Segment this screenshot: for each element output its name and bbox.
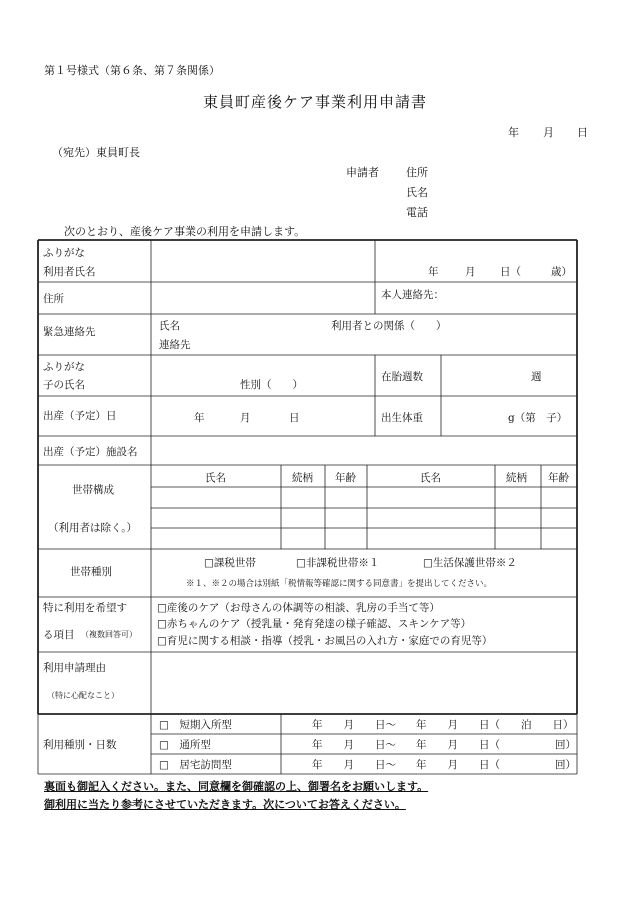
birth-weight-unit: g（第 子）	[508, 412, 568, 424]
page-title: 東員町産後ケア事業利用申請書	[202, 93, 427, 111]
intro-text: 次のとおり、産後ケア事業の利用を申請します。	[64, 225, 306, 238]
type-daycare-from: 年 月 日〜	[312, 739, 396, 751]
date-day-label: 日	[577, 126, 588, 139]
hh-age-header-2: 年齢	[548, 472, 569, 484]
user-name-field[interactable]	[155, 245, 373, 279]
facility-label: 出産（予定）施設名	[43, 446, 138, 458]
type-home-visit-unit: 回）	[555, 759, 576, 771]
birth-age-label: 歳）	[551, 266, 572, 278]
household-type-label: 世帯種別	[70, 566, 112, 578]
child-sex-label: 性別（ ）	[240, 379, 303, 391]
facility-field[interactable]	[155, 440, 573, 462]
date-year-label: 年	[508, 126, 519, 139]
type-short-stay-checkbox[interactable]: □ 短期入所型	[159, 719, 232, 731]
address-field[interactable]	[155, 286, 373, 312]
date-month-label: 月	[543, 126, 554, 139]
household-note: （利用者は除く。）	[48, 522, 138, 534]
applicant-name-label: 氏名	[406, 186, 428, 199]
birth-date-label: 出産（予定）日	[43, 410, 117, 422]
birth-year-label: 年	[428, 266, 439, 278]
self-contact-label: 本人連絡先：	[381, 289, 444, 301]
bd-month-label: 月	[240, 412, 251, 424]
emergency-name-label: 氏名	[159, 320, 180, 332]
child-furigana-label: ふりがな	[43, 361, 85, 373]
reason-label: 利用申請理由	[43, 662, 106, 674]
bd-year-label: 年	[194, 412, 205, 424]
hh-relation-header-1: 続柄	[292, 472, 313, 484]
birth-month-label: 月	[465, 266, 476, 278]
addressee: （宛先）東員町長	[52, 146, 140, 159]
household-label: 世帯構成	[72, 484, 114, 496]
reason-note: （特に心配なこと）	[47, 691, 119, 700]
form-number: 第１号様式（第６条、第７条関係）	[44, 64, 220, 77]
gestation-label: 在胎週数	[381, 371, 423, 383]
ht-taxed-checkbox[interactable]: □課税世帯	[204, 557, 256, 569]
hh-age-header-1: 年齢	[335, 472, 356, 484]
user-name-label: 利用者氏名	[43, 266, 96, 278]
ht-nontaxed-checkbox[interactable]: □非課税世帯※１	[296, 557, 380, 569]
address-label: 住所	[43, 293, 64, 305]
emergency-label: 緊急連絡先	[43, 326, 96, 338]
opt-postpartum-checkbox[interactable]: □産後のケア（お母さんの体調等の相談、乳房の手当て等）	[157, 602, 440, 614]
footer-note-1: 裏面も御記入ください。また、同意欄を御確認の上、御署名をお願いします。	[44, 780, 429, 793]
reason-field[interactable]	[155, 656, 573, 710]
applicant-label: 申請者	[346, 166, 379, 179]
bd-day-label: 日	[289, 412, 300, 424]
hh-name-header-2: 氏名	[420, 472, 441, 484]
type-daycare-to: 年 月 日（	[416, 739, 500, 751]
opt-childcare-checkbox[interactable]: □育児に関する相談・指導（授乳・お風呂の入れ方・家庭での育児等）	[157, 635, 493, 647]
footer-note-2: 御利用に当たり参考にさせていただきます。次についてお答えください。	[44, 798, 406, 811]
type-home-visit-to: 年 月 日（	[416, 759, 500, 771]
type-short-stay-from: 年 月 日〜	[312, 719, 396, 731]
applicant-address-label: 住所	[406, 166, 428, 179]
ht-welfare-checkbox[interactable]: □生活保護世帯※２	[423, 557, 517, 569]
type-short-stay-unit: 泊 日）	[521, 719, 574, 731]
desired-multi-note: （複数回答可）	[81, 630, 137, 639]
type-short-stay-to: 年 月 日（	[416, 719, 500, 731]
applicant-phone-label: 電話	[406, 206, 428, 219]
desired-label-1: 特に利用を希望す	[43, 602, 127, 614]
type-home-visit-from: 年 月 日〜	[312, 759, 396, 771]
type-daycare-unit: 回）	[555, 739, 576, 751]
desired-label-2: る項目	[43, 629, 75, 641]
type-home-visit-checkbox[interactable]: □ 居宅訪問型	[159, 759, 232, 771]
hh-relation-header-2: 続柄	[506, 472, 527, 484]
opt-baby-checkbox[interactable]: □赤ちゃんのケア（授乳量・発育発達の様子確認、スキンケア等）	[157, 618, 472, 630]
emergency-contact-label: 連絡先	[159, 339, 191, 351]
child-name-label: 子の氏名	[43, 379, 85, 391]
birth-weight-label: 出生体重	[381, 412, 423, 424]
type-daycare-checkbox[interactable]: □ 通所型	[159, 739, 211, 751]
emergency-relation-label: 利用者との関係（ ）	[331, 320, 447, 332]
birth-day-label: 日（	[500, 266, 521, 278]
ht-note: ※１、※２の場合は別紙「税情報等確認に関する同意書」を提出してください。	[186, 579, 493, 589]
hh-name-header-1: 氏名	[205, 472, 226, 484]
furigana-label: ふりがな	[43, 247, 85, 259]
gestation-unit: 週	[531, 371, 542, 383]
usage-type-label: 利用種別・日数	[43, 739, 117, 751]
